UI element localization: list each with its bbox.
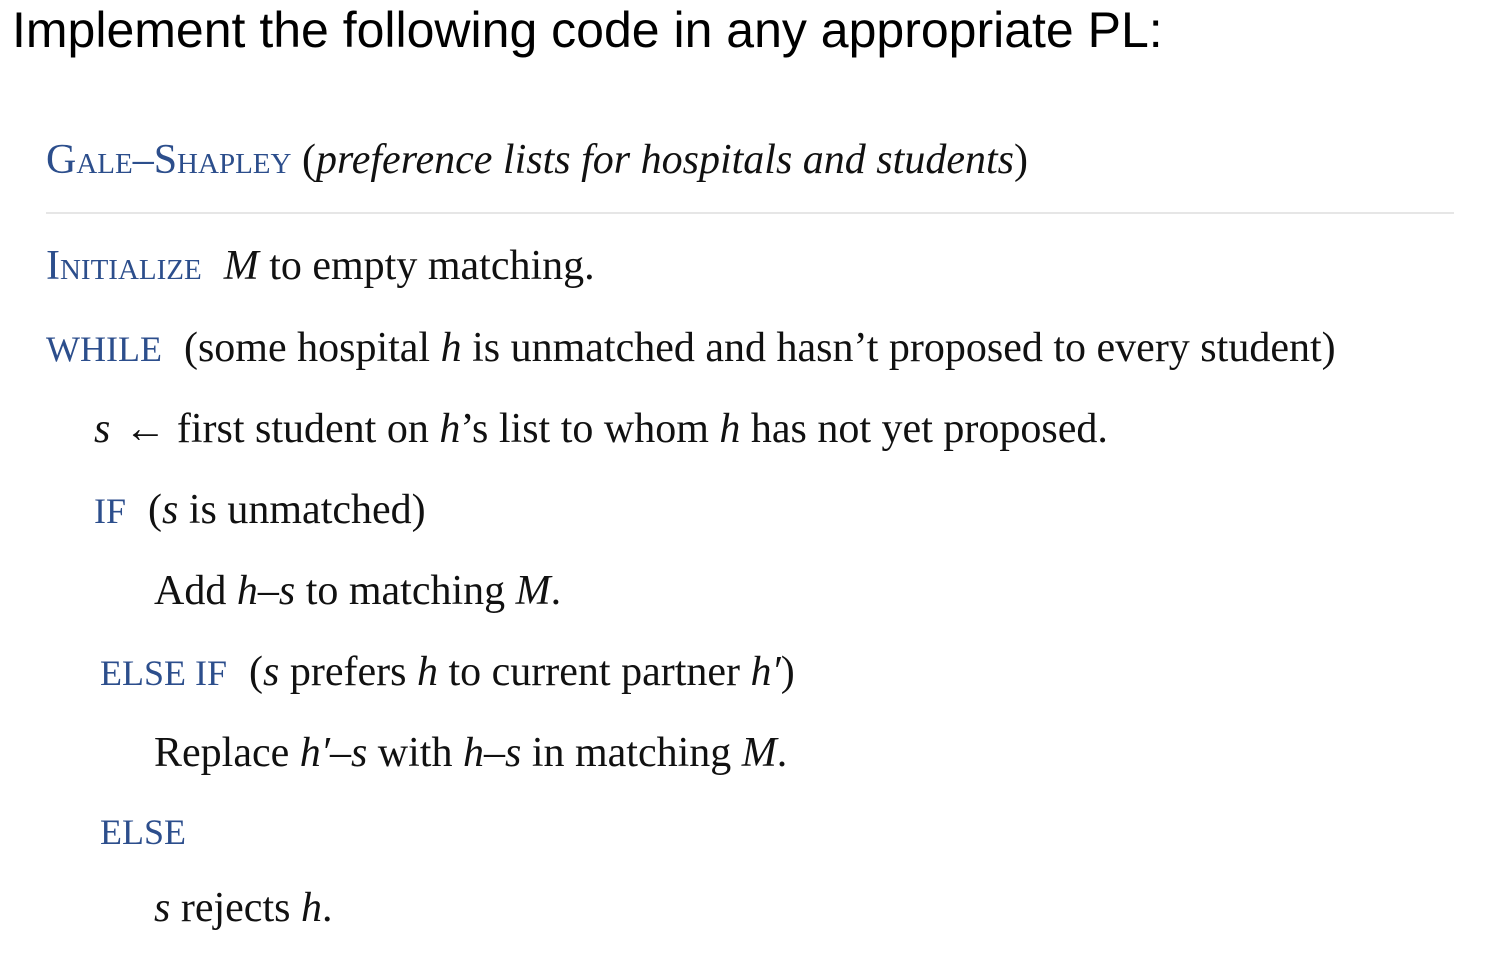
var-m: M	[515, 568, 551, 614]
keyword-else: ELSE	[100, 812, 186, 852]
line-reject	[154, 882, 332, 934]
algorithm-args-close: )	[1013, 137, 1028, 183]
var-h: h	[416, 649, 438, 695]
add-end: .	[550, 568, 562, 614]
line-replace	[154, 727, 787, 779]
if-open: (	[148, 487, 163, 533]
line-elseif	[100, 646, 795, 699]
algorithm-args: preference lists for hospitals and students	[315, 137, 1014, 183]
pair-h-prime-s: h′–s	[299, 730, 368, 776]
assign-text-3: has not yet proposed.	[740, 406, 1108, 452]
line-else	[100, 805, 186, 858]
elseif-text-2: to current partner	[437, 649, 751, 695]
line-while	[46, 322, 1336, 375]
algorithm-args-open: (	[301, 137, 316, 183]
replace-text-2: with	[367, 730, 463, 776]
assign-text-1: first student on	[166, 406, 440, 452]
add-text-1: Add	[154, 568, 237, 614]
assign-arrow: ←	[124, 406, 167, 452]
assign-text-2: ’s list to whom	[460, 406, 720, 452]
if-text: is unmatched)	[178, 487, 426, 533]
line-initialize	[46, 240, 595, 292]
keyword-while: WHILE	[46, 329, 162, 369]
var-s: s	[263, 649, 280, 695]
elseif-close: )	[780, 649, 795, 695]
replace-text-1: Replace	[154, 730, 300, 776]
pair-h-s: h–s	[462, 730, 522, 776]
elseif-text-1: prefers	[279, 649, 417, 695]
var-s: s	[162, 487, 179, 533]
replace-end: .	[776, 730, 788, 776]
reject-text: rejects	[170, 885, 301, 931]
while-text-2: is unmatched and hasn’t proposed to every student)	[461, 325, 1336, 371]
replace-text-3: in matching	[521, 730, 742, 776]
var-s: s	[94, 406, 111, 452]
var-h: h	[300, 885, 322, 931]
title-divider	[46, 212, 1454, 214]
var-h: h	[719, 406, 741, 452]
line-assign	[94, 403, 1108, 455]
line-if	[94, 484, 426, 537]
var-m: M	[223, 243, 259, 289]
add-text-2: to matching	[295, 568, 516, 614]
line-add	[154, 565, 561, 617]
while-text-1: (some hospital	[183, 325, 441, 371]
var-h-prime: h′	[750, 649, 781, 695]
keyword-initialize: Initialize	[46, 243, 202, 289]
var-h: h	[440, 325, 462, 371]
pair-h-s: h–s	[236, 568, 296, 614]
keyword-if: IF	[94, 491, 127, 531]
initialize-text: to empty matching.	[258, 243, 595, 289]
algorithm-name: Gale–Shapley	[46, 137, 292, 183]
var-m: M	[741, 730, 777, 776]
algorithm-title	[46, 134, 1028, 186]
question-heading: Implement the following code in any appropriate PL:	[12, 2, 1163, 58]
var-s: s	[154, 885, 171, 931]
elseif-open: (	[249, 649, 264, 695]
var-h: h	[439, 406, 461, 452]
keyword-else-if: ELSE IF	[100, 653, 228, 693]
reject-end: .	[321, 885, 333, 931]
